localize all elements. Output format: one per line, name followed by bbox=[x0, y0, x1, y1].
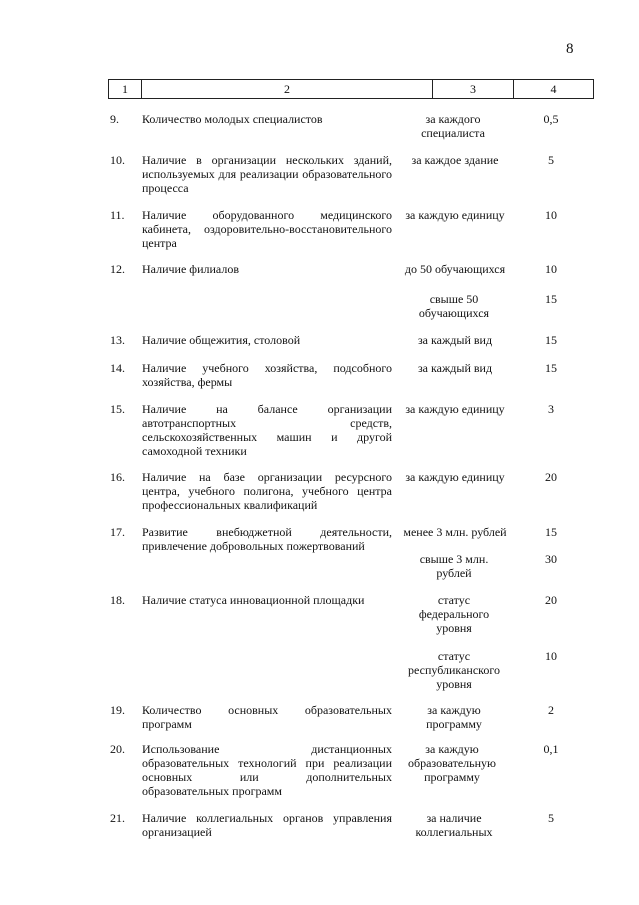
row-points: 10 bbox=[545, 208, 557, 222]
row-indicator: Наличие общежития, столовой bbox=[142, 333, 301, 347]
row-unit: за каждое здание bbox=[411, 153, 499, 167]
table-header bbox=[108, 79, 594, 99]
row-points: 0,1 bbox=[543, 742, 559, 756]
row-number: 13. bbox=[110, 333, 125, 347]
row-indicator: Наличие учебного хозяйства, подсобного хозяйства, фермы bbox=[142, 361, 392, 389]
row-unit: за каждую образовательную программу bbox=[407, 742, 497, 784]
row-points: 20 bbox=[545, 593, 557, 607]
row-points: 5 bbox=[548, 153, 554, 167]
row-indicator: Развитие внебюджетной деятельности, привлечение добровольных пожертвований bbox=[142, 525, 392, 553]
row-number: 19. bbox=[110, 703, 125, 717]
row-points: 30 bbox=[545, 552, 557, 566]
row-unit: за каждую программу bbox=[426, 703, 482, 731]
row-number: 15. bbox=[110, 402, 125, 416]
row-indicator: Использование дистанционных образовательных технологий при реализации основных или дополнительных образовательных программ bbox=[142, 742, 392, 798]
column-header-1: 1 bbox=[122, 82, 128, 96]
row-number: 9. bbox=[110, 112, 119, 126]
row-indicator: Количество молодых специалистов bbox=[142, 112, 323, 126]
row-unit: до 50 обучающихся bbox=[404, 262, 506, 276]
row-unit: свыше 3 млн. рублей bbox=[419, 552, 489, 580]
row-unit: за каждого специалиста bbox=[421, 112, 485, 140]
row-unit: за каждую единицу bbox=[405, 470, 505, 484]
row-indicator: Количество основных образовательных программ bbox=[142, 703, 392, 731]
row-unit: статус республиканского уровня bbox=[408, 649, 500, 691]
row-unit: свыше 50 обучающихся bbox=[418, 292, 490, 320]
row-indicator: Наличие филиалов bbox=[142, 262, 239, 276]
row-points: 3 bbox=[548, 402, 554, 416]
row-indicator: Наличие коллегиальных органов управления организацией bbox=[142, 811, 392, 839]
row-indicator: Наличие в организации нескольких зданий, используемых для реализации образовательного процесса bbox=[142, 153, 392, 195]
row-points: 5 bbox=[548, 811, 554, 825]
row-number: 21. bbox=[110, 811, 125, 825]
row-unit: за каждый вид bbox=[417, 361, 493, 375]
row-number: 18. bbox=[110, 593, 125, 607]
row-points: 15 bbox=[545, 292, 557, 306]
row-number: 10. bbox=[110, 153, 125, 167]
row-unit: за каждую единицу bbox=[405, 208, 505, 222]
row-number: 14. bbox=[110, 361, 125, 375]
column-header-2: 2 bbox=[284, 82, 290, 96]
column-header-3: 3 bbox=[470, 82, 476, 96]
row-indicator: Наличие статуса инновационной площадки bbox=[142, 593, 365, 607]
row-number: 11. bbox=[110, 208, 125, 222]
page-number: 8 bbox=[566, 41, 574, 57]
row-points: 15 bbox=[545, 333, 557, 347]
row-points: 10 bbox=[545, 262, 557, 276]
row-unit: за каждую единицу bbox=[405, 402, 505, 416]
row-number: 12. bbox=[110, 262, 125, 276]
row-indicator: Наличие на балансе организации автотранспортных средств, сельскохозяйственных машин и другой самоходной техники bbox=[142, 402, 392, 458]
row-points: 0,5 bbox=[543, 112, 559, 126]
row-unit: за наличие коллегиальных bbox=[415, 811, 493, 839]
row-indicator: Наличие оборудованного медицинского кабинета, оздоровительно-восстановительного центра bbox=[142, 208, 392, 250]
row-points: 20 bbox=[545, 470, 557, 484]
row-points: 15 bbox=[545, 525, 557, 539]
row-points: 15 bbox=[545, 361, 557, 375]
row-points: 10 bbox=[545, 649, 557, 663]
row-number: 20. bbox=[110, 742, 125, 756]
row-unit: менее 3 млн. рублей bbox=[403, 525, 507, 539]
row-number: 17. bbox=[110, 525, 125, 539]
row-unit: за каждый вид bbox=[417, 333, 493, 347]
column-header-4: 4 bbox=[550, 82, 557, 96]
row-number: 16. bbox=[110, 470, 125, 484]
row-indicator: Наличие на базе организации ресурсного центра, учебного полигона, учебного центра профессиональных квалификаций bbox=[142, 470, 392, 512]
row-points: 2 bbox=[548, 703, 554, 717]
row-unit: статус федерального уровня bbox=[418, 593, 490, 635]
